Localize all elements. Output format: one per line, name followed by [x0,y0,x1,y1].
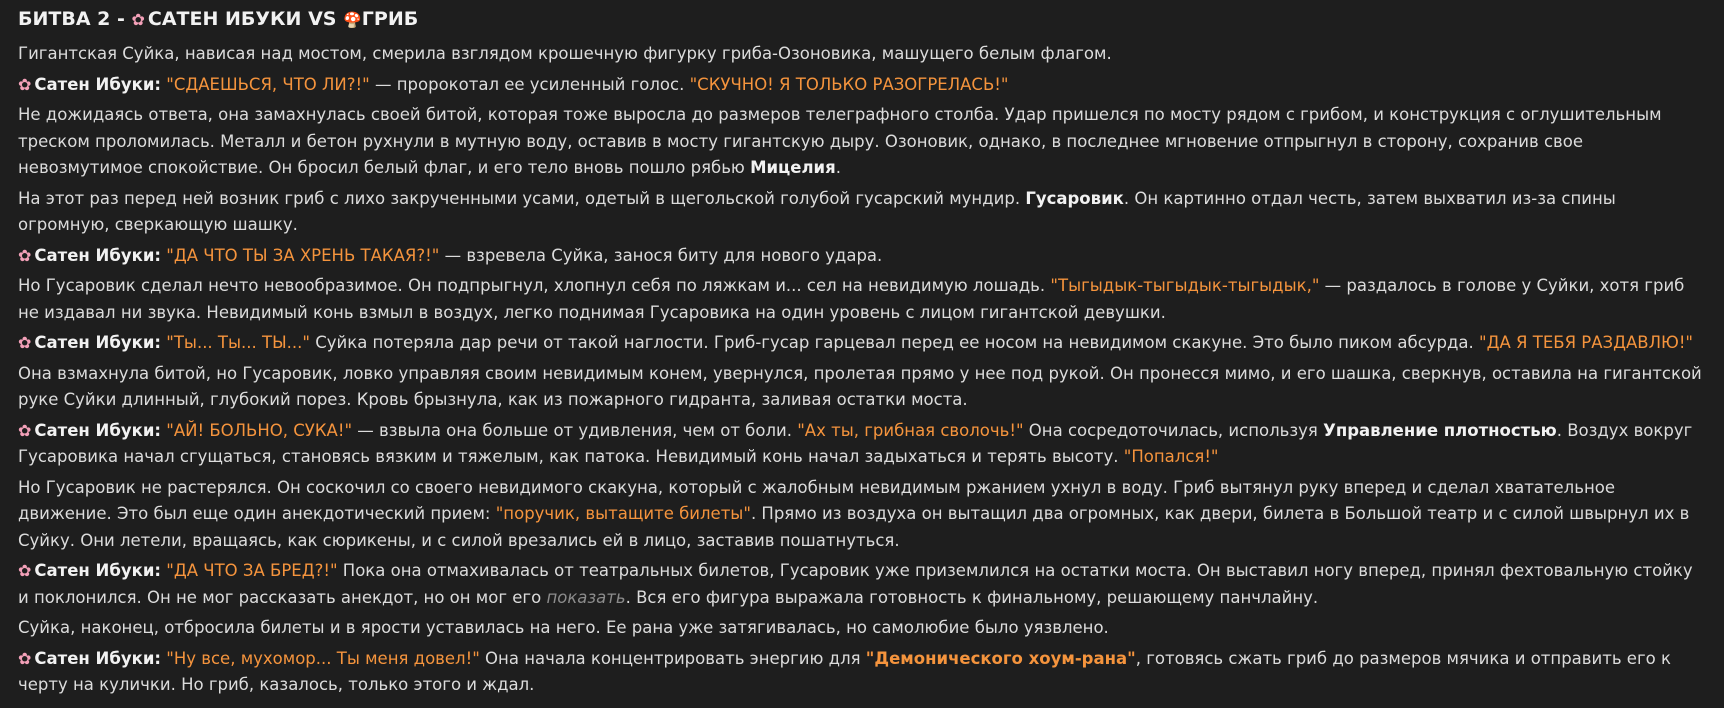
dialogue-paragraph [18,72,1706,99]
narration-text: , готовясь сжать гриб до размеров мячика и отправить его к черту на кулички. Но гриб, казалось, только этого и ждал. [18,648,1671,694]
narration-text: . Он картинно отдал честь, затем выхватил из-за спины огромную, сверкающую шашку. [18,188,1616,234]
mushroom-icon: 🍄 [343,11,362,29]
narration-text: Она сосредоточилась, используя [1023,420,1324,440]
title-prefix: БИТВА 2 - [18,8,132,30]
dialogue-paragraph [18,243,1706,270]
quoted-speech: "Ах ты, грибная сволочь!" [797,420,1024,440]
speaker-label: Сатен Ибуки: [34,245,161,265]
narration-paragraph [18,41,1706,68]
battle-title [18,6,1706,33]
narration-paragraph [18,102,1706,182]
story-body [18,41,1706,699]
quoted-speech: "поручик, вытащите билеты" [495,504,751,523]
narration-paragraph [18,361,1706,414]
cherry-blossom-icon: ✿ [18,420,32,440]
narration-text: . Воздух вокруг Гусаровика начал сгущаться, становясь вязким и тяжелым, как патока. Невидимый конь начал задыхаться и терять высоту. [18,420,1693,466]
speaker-label: Сатен Ибуки: [34,420,161,440]
emphasized-word: показать [546,587,626,607]
vs-label: VS [308,8,337,30]
quoted-speech: "ДА ЧТО ТЫ ЗА ХРЕНЬ ТАКАЯ?!" [166,245,440,265]
quoted-speech: "Ты... Ты... ТЫ..." [166,333,310,352]
narration-text: Она взмахнула битой, но Гусаровик, ловко управляя своим невидимым конем, увернулся, пролетая прямо у нее под рукой. Он пронесся мимо, и его шашка, сверкнув, оставила на гигантской руке Суйки длинный, глубокий порез. Кровь брызнула, как из пожарного гидранта, заливая остатки моста. [18,363,1702,409]
narration-text: — взвыла она больше от удивления, чем от боли. [352,420,798,440]
narration-text: . [835,158,841,177]
speaker-label: Сатен Ибуки: [34,74,161,94]
bold-term: Управление плотностью [1323,420,1557,440]
speaker-label: Сатен Ибуки: [34,648,161,668]
narration-text: Пока она отмахивалась от театральных билетов, Гусаровик уже приземлился на остатки моста. Он выставил ногу вперед, принял фехтовальную стойку и поклонился. Он не мог рассказать анекдот, но он мог его [18,561,1693,607]
cherry-blossom-icon: ✿ [18,74,32,94]
quoted-speech: "Попался!" [1123,447,1219,466]
narration-paragraph [18,273,1706,326]
cherry-blossom-icon: ✿ [18,648,32,668]
cherry-blossom-icon: ✿ [18,245,32,265]
narration-text: — раздалось в голове у Суйки, хотя гриб не издавал ни звука. Невидимый конь взмыл в воздух, легко поднимая Гусаровика на один уровень с лицом гигантской девушки. [18,276,1685,322]
dialogue-paragraph [18,418,1706,471]
dialogue-paragraph [18,330,1706,357]
bold-term: Мицелия [750,158,836,177]
narration-paragraph [18,615,1706,642]
speaker-label: Сатен Ибуки: [34,333,161,352]
bold-term: Гусаровик [1025,188,1124,208]
narration-text: — взревела Суйка, занося биту для нового удара. [439,245,883,265]
narration-text: Суйка потеряла дар речи от такой наглости. Гриб-гусар гарцевал перед ее носом на невидимом скакуне. Это было пиком абсурда. [309,333,1480,352]
narration-text: На этот раз перед ней возник гриб с лихо закрученными усами, одетый в щегольской голубой гусарский мундир. [18,188,1026,208]
dialogue-paragraph [18,646,1706,699]
cherry-blossom-icon: ✿ [18,333,32,352]
fighter-b-name: ГРИБ [361,8,419,30]
fighter-a-name: САТЕН ИБУКИ [147,8,302,30]
quoted-speech: "ДА Я ТЕБЯ РАЗДАВЛЮ!" [1479,333,1694,352]
narration-paragraph [18,186,1706,239]
narration-text: Но Гусаровик сделал нечто невообразимое. Он подпрыгнул, хлопнул себя по ляжкам и... сел на невидимую лошадь. [18,276,1051,295]
cherry-blossom-icon: ✿ [131,10,145,29]
quoted-speech: "СКУЧНО! Я ТОЛЬКО РАЗОГРЕЛАСЬ!" [689,74,1009,94]
bold-quoted-term: "Демонического хоум-рана" [865,648,1136,668]
narration-text: — пророкотал ее усиленный голос. [369,74,690,94]
narration-text: . Прямо из воздуха он вытащил два огромных, как двери, билета в Большой театр и с силой швырнул их в Суйку. Они летели, вращаясь, как сюрикены, и с силой врезались ей в лицо, заставив пошатнуться. [18,504,1690,550]
quoted-speech: "ДА ЧТО ЗА БРЕД?!" [166,561,338,580]
narration-paragraph [18,475,1706,555]
quoted-speech: "СДАЕШЬСЯ, ЧТО ЛИ?!" [166,74,370,94]
cherry-blossom-icon: ✿ [18,561,32,580]
narration-text: . Вся его фигура выражала готовность к финальному, решающему панчлайну. [625,587,1319,607]
speaker-label: Сатен Ибуки: [34,561,161,580]
narration-text: Суйка, наконец, отбросила билеты и в ярости уставилась на него. Ее рана уже затягивалась, но самолюбие было уязвлено. [18,618,1109,637]
narration-text: Она начала концентрировать энергию для [479,648,866,668]
quoted-speech: "Ну все, мухомор... Ты меня довел!" [166,648,480,668]
narration-text: Гигантская Суйка, нависая над мостом, смерила взглядом крошечную фигурку гриба-Озоновика, машущего белым флагом. [18,44,1112,63]
quoted-speech: "Тыгыдык-тыгыдык-тыгыдык," [1050,276,1320,295]
quoted-speech: "АЙ! БОЛЬНО, СУКА!" [166,420,353,440]
dialogue-paragraph [18,558,1706,611]
narration-text: Не дожидаясь ответа, она замахнулась своей битой, которая тоже выросла до размеров телеграфного столба. Удар пришелся по мосту рядом с грибом, и конструкция с оглушительным треском проломилась. Металл и бетон рухнули в мутную воду, оставив в мосту гигантскую дыру. Озоновик, однако, в последнее мгновение отпрыгнул в сторону, сохранив свое невозмутимое спокойствие. Он бросил белый флаг, и его тело вновь пошло рябью [18,105,1662,177]
narration-text: Но Гусаровик не растерялся. Он соскочил со своего невидимого скакуна, который с жалобным невидимым ржанием ухнул в воду. Гриб вытянул руку вперед и сделал хватательное движение. Это был еще один анекдотический прием: [18,477,1615,523]
